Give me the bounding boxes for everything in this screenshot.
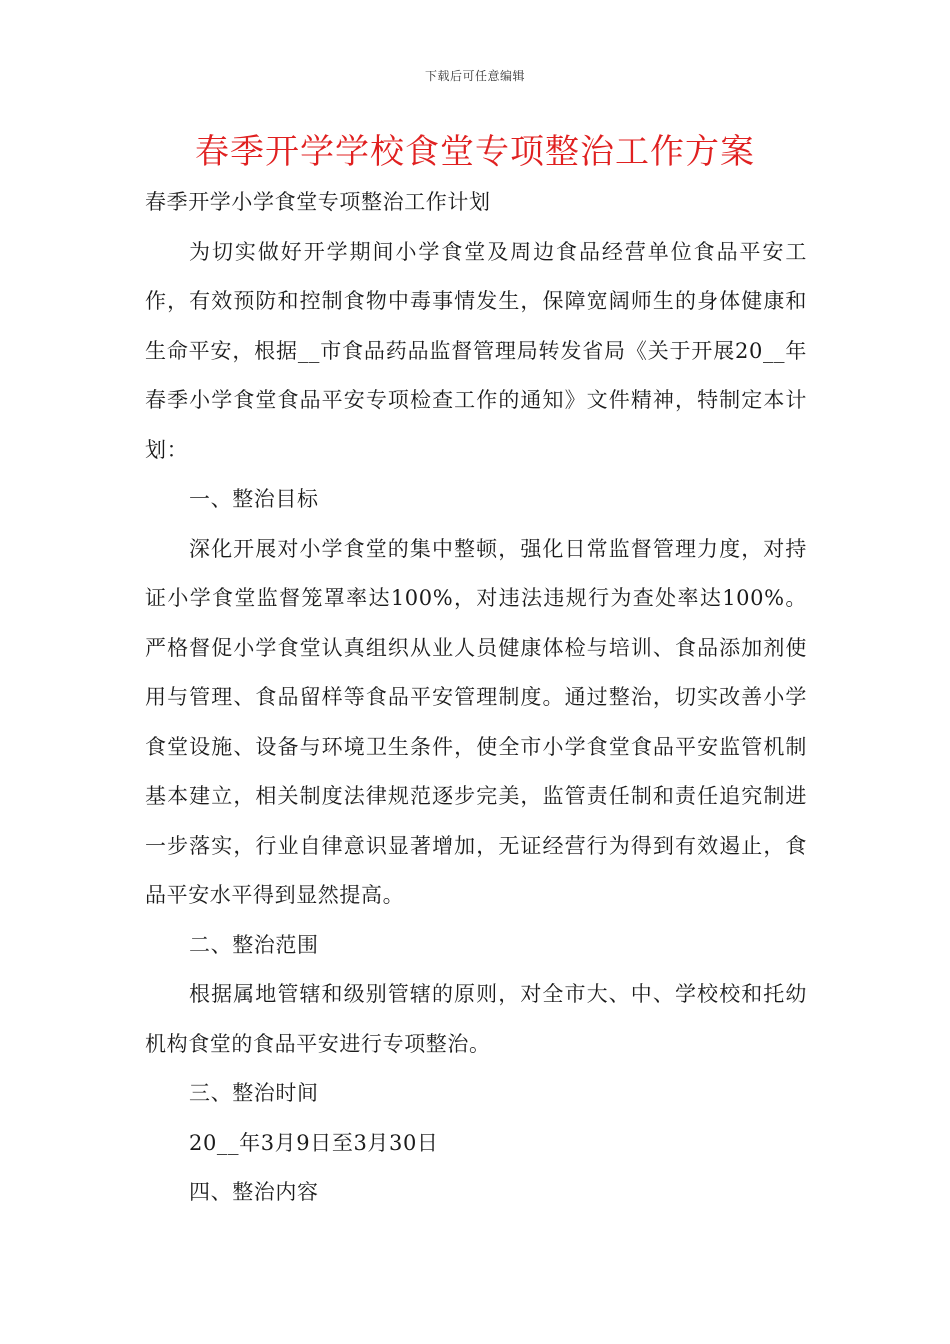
section-heading-goals: 一、整治目标 xyxy=(189,487,319,511)
document-title: 春季开学学校食堂专项整治工作方案 xyxy=(195,132,755,172)
section-heading-content: 四、整治内容 xyxy=(189,1180,319,1204)
scope-paragraph: 根据属地管辖和级别管辖的原则，对全市大、中、学校校和托幼机构食堂的食品平安进行专项整治。 xyxy=(145,982,807,1056)
section-heading-time: 三、整治时间 xyxy=(189,1081,319,1105)
goals-paragraph: 深化开展对小学食堂的集中整顿，强化日常监督管理力度，对持证小学食堂监督笼罩率达100%，对违法违规行为查处率达100%。严格督促小学食堂认真组织从业人员健康体检与培训、食品添加剂使用与管理、食品留样等食品平安管理制度。通过整治，切实改善小学食堂设施、设备与环境卫生条件，使全市小学食堂食品平安监管机制基本建立，相关制度法律规范逐步完美，监管责任制和责任追究制进一步落实，行业自律意识显著增加，无证经营行为得到有效遏止，食品平安水平得到显然提高。 xyxy=(145,536,807,907)
time-paragraph: 20__年3月9日至3月30日 xyxy=(189,1130,439,1155)
section-heading-scope: 二、整治范围 xyxy=(189,932,319,957)
intro-paragraph: 为切实做好开学期间小学食堂及周边食品经营单位食品平安工作，有效预防和控制食物中毒事情发生，保障宽阔师生的身体健康和生命平安，根据__市食品药品监督管理局转发省局《关于开展20__年春季小学食堂食品平安专项检查工作的通知》文件精神，特制定本计划： xyxy=(145,239,807,462)
header-note: 下载后可任意编辑 xyxy=(424,69,525,83)
document-body xyxy=(145,178,807,1218)
subtitle-paragraph: 春季开学小学食堂专项整治工作计划 xyxy=(145,190,491,214)
